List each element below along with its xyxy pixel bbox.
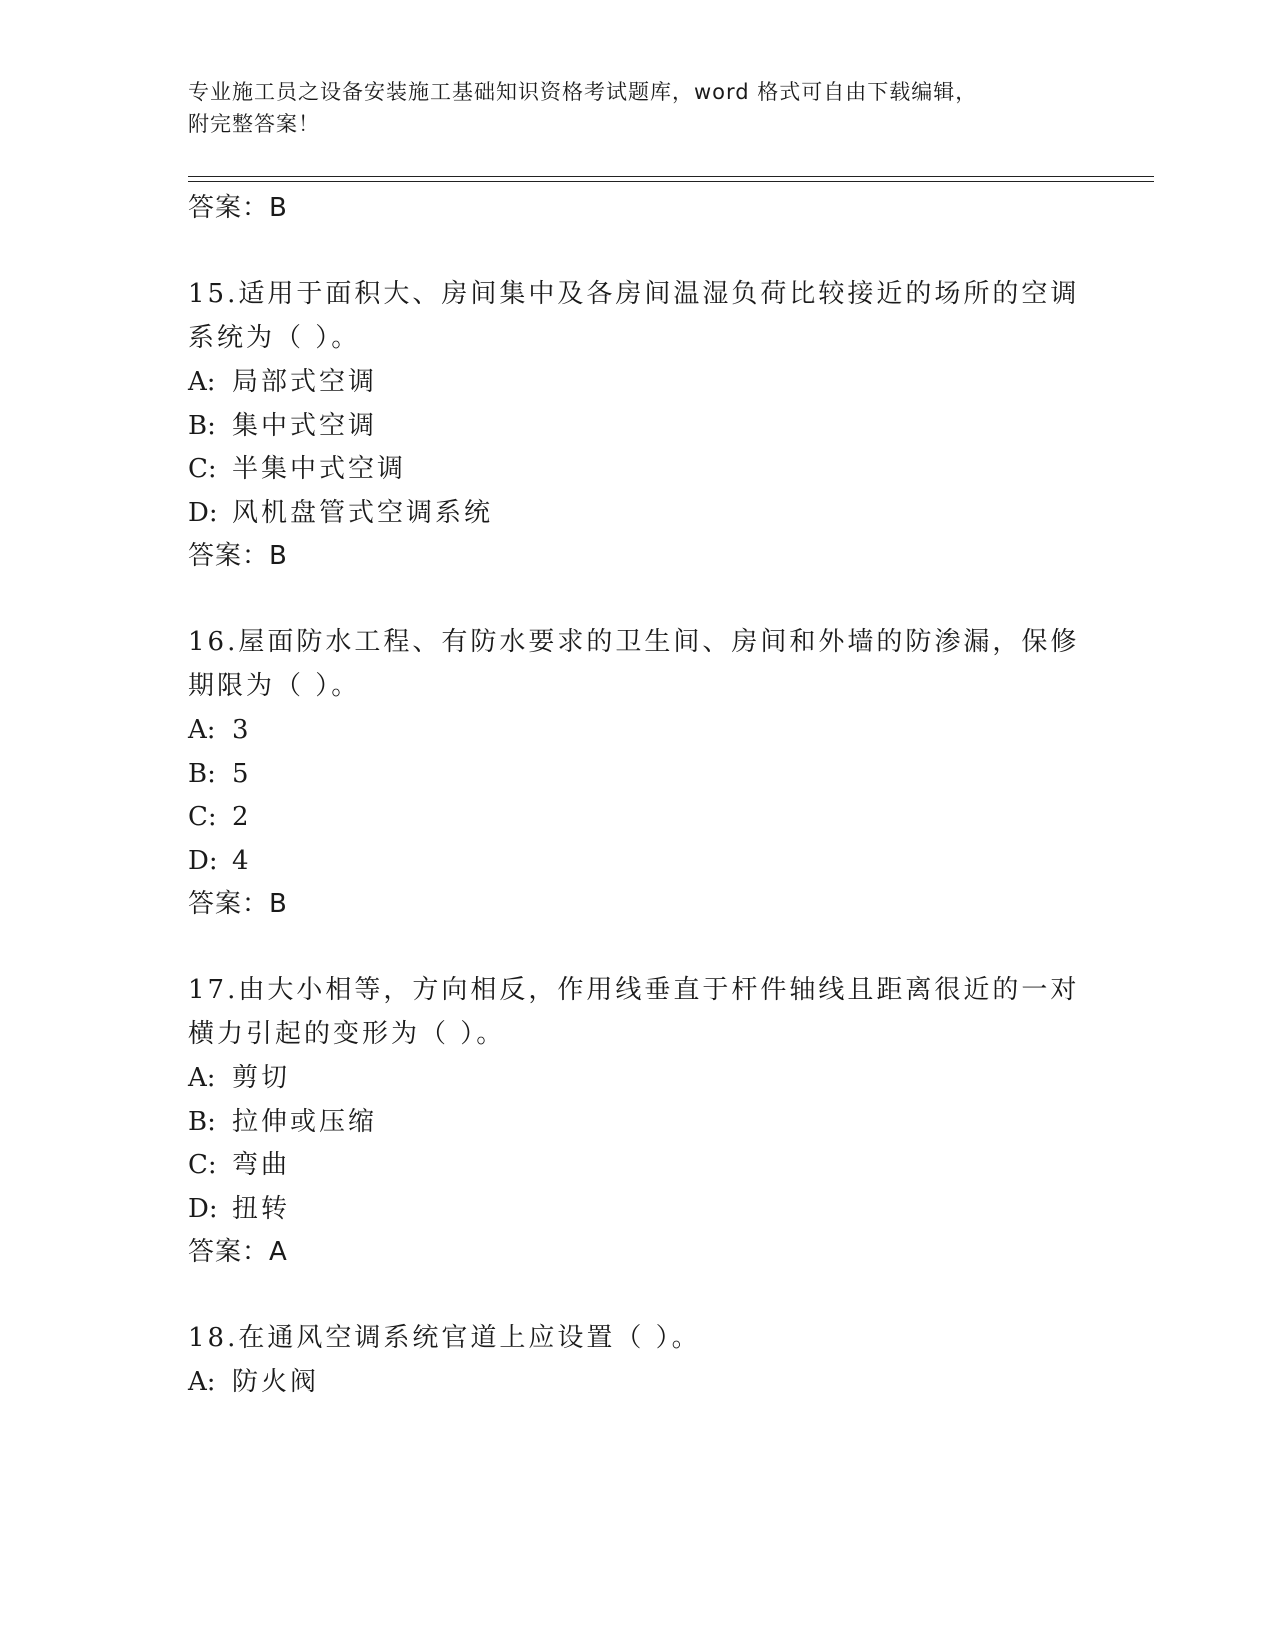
question-17-option-c: C: 弯曲 [188,1150,291,1180]
answer-14: 答案：B [188,193,288,223]
question-16-option-d: D: 4 [188,846,252,876]
header-divider-top [188,176,1154,177]
header-divider-bottom [188,181,1154,182]
question-18-line-1: 18.在通风空调系统官道上应设置（ ）。 [188,1323,701,1353]
question-15-option-c: C: 半集中式空调 [188,454,407,484]
question-15-option-d: D: 风机盘管式空调系统 [188,498,494,528]
question-16-option-a: A: 3 [188,715,252,745]
answer-15: 答案：B [188,541,288,571]
question-17-line-2: 横力引起的变形为（ ）。 [188,1019,506,1049]
question-16-option-b: B: 5 [188,759,252,789]
question-17-option-a: A: 剪切 [188,1063,291,1093]
question-17-line-1: 17.由大小相等，方向相反，作用线垂直于杆件轴线且距离很近的一对 [188,975,1080,1005]
question-16-option-c: C: 2 [188,802,252,832]
document-header [188,76,1068,140]
answer-16: 答案：B [188,889,288,919]
header-line-2: 附完整答案！ [188,112,320,136]
question-15-option-b: B: 集中式空调 [188,411,378,441]
question-17-option-b: B: 拉伸或压缩 [188,1107,378,1137]
header-line-1: 专业施工员之设备安装施工基础知识资格考试题库，word 格式可自由下载编辑， [188,80,978,104]
question-16-line-1: 16.屋面防水工程、有防水要求的卫生间、房间和外墙的防渗漏，保修 [188,627,1080,657]
question-15-line-1: 15.适用于面积大、房间集中及各房间温湿负荷比较接近的场所的空调 [188,279,1080,309]
answer-17: 答案：A [188,1237,288,1267]
question-15-line-2: 系统为（ ）。 [188,323,361,353]
question-16-line-2: 期限为（ ）。 [188,671,361,701]
question-18-option-a: A: 防火阀 [188,1367,320,1397]
question-15-option-a: A: 局部式空调 [188,367,378,397]
question-17-option-d: D: 扭转 [188,1194,291,1224]
